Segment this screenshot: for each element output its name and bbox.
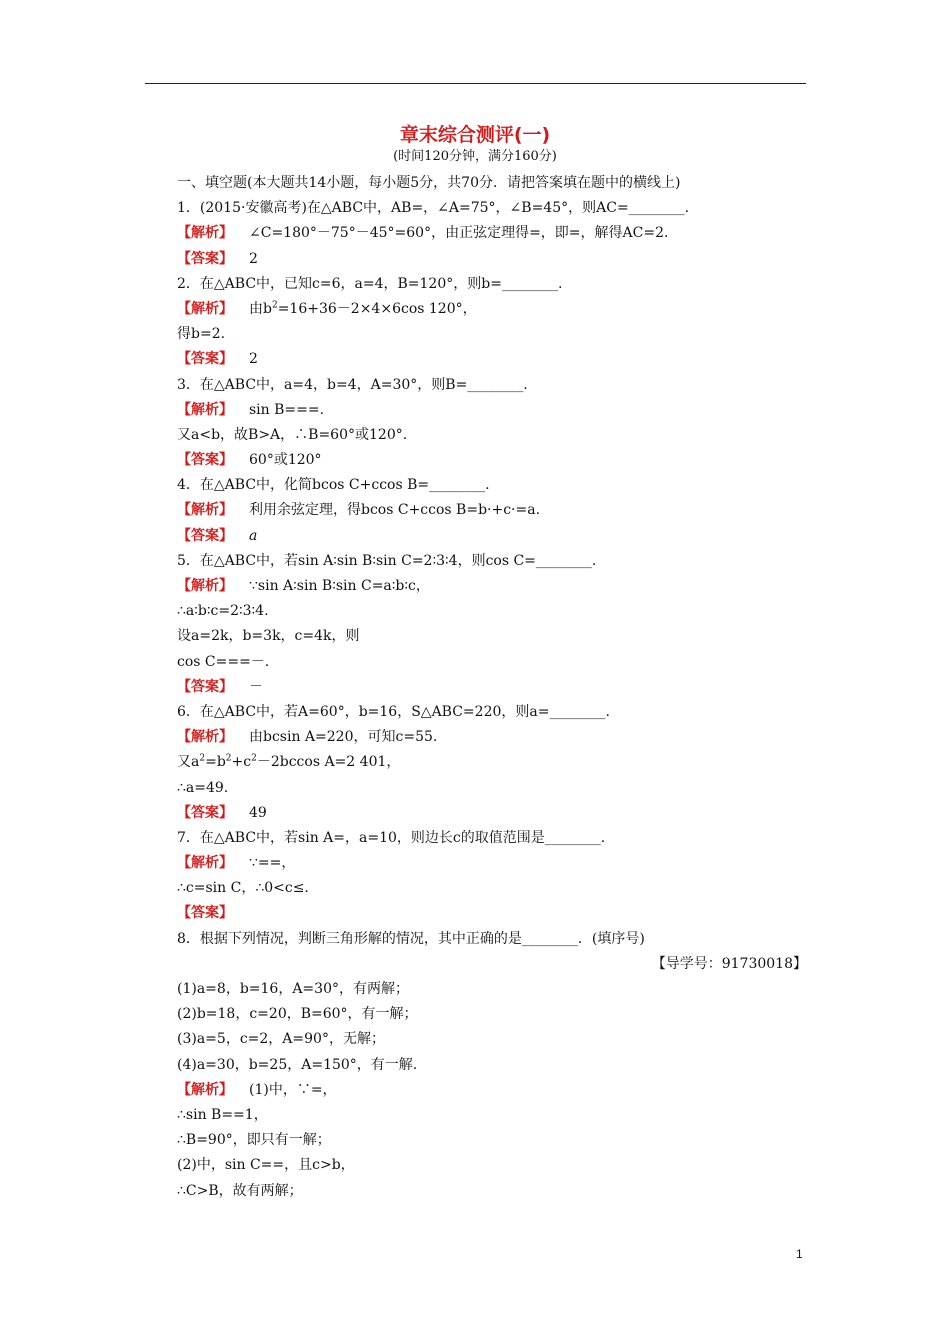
question-8-analysis <box>177 1078 807 1103</box>
analysis-tag: 【解析】 <box>177 300 233 317</box>
analysis-tag: 【解析】 <box>177 729 233 746</box>
answer-tag: 【答案】 <box>177 905 233 922</box>
question-5-analysis-cont: ∴a∶b∶c=2∶3∶4. <box>177 603 269 620</box>
question-1-answer <box>177 247 807 272</box>
analysis-text: ∵sin A∶sin B∶sin C=a∶b∶c， <box>249 578 430 594</box>
analysis-text: 由bcsin A=220，可知c=55. <box>249 729 438 746</box>
formula-part: －2bccos A=2 401， <box>256 754 401 771</box>
question-6-analysis <box>177 725 807 750</box>
analysis-tag: 【解析】 <box>177 578 233 594</box>
guide-number: 【导学号：91730018】 <box>651 955 807 972</box>
question-5-stem: 5．在△ABC中，若sin A∶sin B∶sin C=2∶3∶4，则cos C=________. <box>177 552 597 569</box>
question-2-answer <box>177 347 807 372</box>
question-7-analysis-cont: ∴c=sin C，∴0<c≤. <box>177 880 309 897</box>
question-8-option: (3)a=5，c=2，A=90°，无解； <box>177 1031 385 1048</box>
question-5-analysis-cont: cos C===－. <box>177 653 270 670</box>
question-1-analysis <box>177 221 807 246</box>
question-7-stem: 7．在△ABC中，若sin A=，a=10，则边长c的取值范围是________. <box>177 829 606 846</box>
formula-part: 又a <box>177 754 200 771</box>
question-5-analysis-cont: 设a=2k，b=3k，c=4k，则 <box>177 628 360 645</box>
analysis-tag: 【解析】 <box>177 225 233 242</box>
question-8-analysis-cont: ∴C>B，故有两解； <box>177 1182 303 1199</box>
page-title: 章末综合测评(一) <box>399 124 551 146</box>
question-5-analysis <box>177 574 807 599</box>
question-8-stem: 8．根据下列情况，判断三角形解的情况，其中正确的是________．(填序号) <box>177 930 645 947</box>
answer-tag: 【答案】 <box>177 804 233 821</box>
question-2-analysis <box>177 297 807 322</box>
answer-text: 60°或120° <box>249 452 322 469</box>
question-6-analysis-cont <box>177 750 807 775</box>
answer-tag: 【答案】 <box>177 678 233 695</box>
question-3-answer <box>177 448 807 473</box>
answer-text: － <box>249 678 263 695</box>
analysis-text: ∵==， <box>249 855 296 872</box>
question-6-analysis-cont: ∴a=49. <box>177 779 229 796</box>
section-header: 一、填空题(本大题共14小题，每小题5分，共70分．请把答案填在题中的横线上) <box>177 175 681 191</box>
answer-tag: 【答案】 <box>177 452 233 469</box>
answer-text: 2 <box>249 351 258 368</box>
answer-text: 49 <box>249 804 267 821</box>
question-1-stem: 1．(2015·安徽高考)在△ABC中，AB=，∠A=75°，∠B=45°，则AC=________. <box>177 200 690 217</box>
analysis-tag: 【解析】 <box>177 1081 233 1098</box>
analysis-tag: 【解析】 <box>177 855 233 872</box>
analysis-text: ∠C=180°－75°－45°=60°，由正弦定理得=，即=，解得AC=2. <box>249 225 669 242</box>
question-3-analysis <box>177 398 807 423</box>
question-3-analysis-cont: 又a<b，故B>A，∴B=60°或120°. <box>177 426 408 443</box>
question-8-analysis-cont: ∴B=90°，即只有一解； <box>177 1132 331 1149</box>
header-rule <box>145 83 806 84</box>
analysis-tag: 【解析】 <box>177 502 233 519</box>
question-6-answer <box>177 801 807 826</box>
formula-part: =b <box>205 754 226 771</box>
answer-tag: 【答案】 <box>177 351 233 368</box>
page-subtitle: (时间120分钟，满分160分) <box>393 149 557 164</box>
question-4-analysis <box>177 498 807 523</box>
answer-tag: 【答案】 <box>177 250 233 267</box>
question-6-stem: 6．在△ABC中，若A=60°，b=16，S△ABC=220，则a=________. <box>177 703 610 720</box>
page-number: 1 <box>796 1247 803 1261</box>
question-7-analysis <box>177 851 807 876</box>
analysis-text: 利用余弦定理，得bcos C+ccos B=b·+c·=a. <box>249 502 541 519</box>
question-2-analysis-cont: 得b=2. <box>177 326 226 343</box>
answer-text: 2 <box>249 250 258 267</box>
superscript: 2 <box>225 753 232 764</box>
answer-text: a <box>249 527 258 544</box>
document-body <box>177 171 807 1204</box>
question-3-stem: 3．在△ABC中，a=4，b=4，A=30°，则B=________. <box>177 376 528 393</box>
question-8-analysis-cont: ∴sin B==1， <box>177 1106 268 1123</box>
analysis-text: (1)中，∵=， <box>249 1081 337 1098</box>
analysis-text: sin B===. <box>249 401 325 418</box>
question-8-option: (1)a=8，b=16，A=30°，有两解； <box>177 981 409 997</box>
formula-part: +c <box>231 754 252 771</box>
question-2-stem: 2．在△ABC中，已知c=6，a=4，B=120°，则b=________. <box>177 275 563 292</box>
superscript: 2 <box>251 753 257 764</box>
question-4-stem: 4．在△ABC中，化简bcos C+ccos B=________. <box>177 477 490 494</box>
analysis-tag: 【解析】 <box>177 401 233 418</box>
answer-tag: 【答案】 <box>177 527 233 544</box>
question-7-answer <box>177 901 807 926</box>
question-4-answer <box>177 524 807 549</box>
analysis-text: =16+36－2×4×6cos 120°， <box>277 300 477 317</box>
superscript: 2 <box>271 300 278 311</box>
superscript: 2 <box>199 753 206 764</box>
analysis-text: 由b <box>249 300 272 317</box>
question-8-option: (2)b=18，c=20，B=60°，有一解； <box>177 1006 418 1023</box>
question-5-answer <box>177 675 807 700</box>
question-8-option: (4)a=30，b=25，A=150°，有一解. <box>177 1056 418 1073</box>
question-8-analysis-cont: (2)中，sin C==，且c>b， <box>177 1157 355 1174</box>
